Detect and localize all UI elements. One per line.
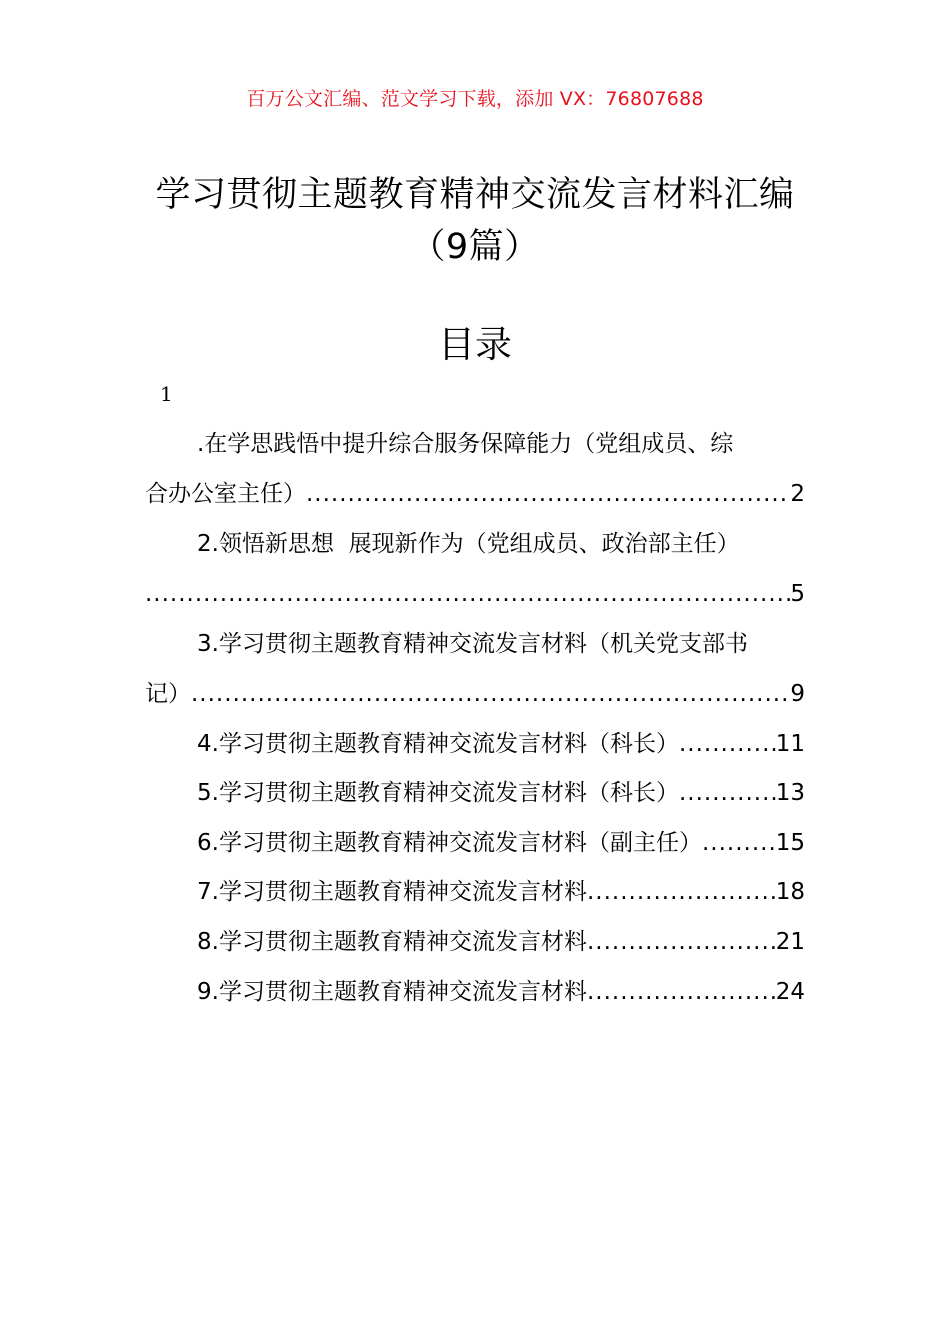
toc-leader-dots: [679, 727, 776, 761]
toc-entry-6[interactable]: [145, 826, 805, 860]
toc-leader-dots: [191, 677, 790, 711]
toc-page-number: 18: [775, 879, 805, 905]
toc-entry-7[interactable]: [145, 875, 805, 909]
toc-entry-2-line-2[interactable]: [145, 577, 805, 611]
toc-page-number: 2: [790, 481, 805, 507]
toc-page-number: 11: [775, 731, 805, 757]
toc-page-number: 21: [775, 929, 805, 955]
toc-page-number: 13: [775, 780, 805, 806]
toc-entry-text: 9.学习贯彻主题教育精神交流发言材料: [197, 979, 587, 1005]
toc-leader-dots: [702, 826, 776, 860]
toc-entry-text: 合办公室主任）: [145, 481, 306, 507]
page-marker: 1: [160, 382, 173, 406]
toc-entry-3-line-2[interactable]: [145, 677, 805, 711]
document-title-line-2: （9篇）: [410, 227, 540, 267]
toc-leader-dots: [679, 776, 776, 810]
toc-page-number: 24: [775, 979, 805, 1005]
toc-entry-1-line-1[interactable]: [145, 427, 805, 461]
toc-entry-text: 8.学习贯彻主题教育精神交流发言材料: [197, 929, 587, 955]
toc-leader-dots: [587, 975, 776, 1009]
toc-leader-dots: [306, 477, 790, 511]
toc-entry-2-line-1[interactable]: [145, 527, 805, 561]
toc-entry-text: 5.学习贯彻主题教育精神交流发言材料（科长）: [197, 780, 679, 806]
toc-entry-4[interactable]: [145, 727, 805, 761]
toc-page-number: 5: [790, 581, 805, 607]
toc-entry-9[interactable]: [145, 975, 805, 1009]
toc-entry-text: 3.学习贯彻主题教育精神交流发言材料（机关党支部书: [197, 631, 748, 657]
toc-leader-dots: [145, 577, 790, 611]
toc-entry-text: 7.学习贯彻主题教育精神交流发言材料: [197, 879, 587, 905]
toc-page-number: 9: [790, 681, 805, 707]
toc-entry-text: 4.学习贯彻主题教育精神交流发言材料（科长）: [197, 731, 679, 757]
toc-entry-text: 2.领悟新思想 展现新作为（党组成员、政治部主任）: [197, 531, 740, 557]
toc-entry-5[interactable]: [145, 776, 805, 810]
toc-leader-dots: [587, 925, 776, 959]
toc-heading: 目录: [438, 323, 512, 366]
toc-entry-8[interactable]: [145, 925, 805, 959]
toc-page-number: 15: [775, 830, 805, 856]
header-note: 百万公文汇编、范文学习下载，添加 VX：76807688: [246, 88, 704, 110]
toc-entry-3-line-1[interactable]: [145, 627, 805, 661]
toc-leader-dots: [587, 875, 776, 909]
toc-entry-1-line-2[interactable]: [145, 477, 805, 511]
toc-entry-text: 记）: [145, 681, 191, 707]
toc-entry-text: 6.学习贯彻主题教育精神交流发言材料（副主任）: [197, 830, 702, 856]
toc-entry-text: .在学思践悟中提升综合服务保障能力（党组成员、综: [197, 431, 734, 457]
document-title-line-1: 学习贯彻主题教育精神交流发言材料汇编: [155, 175, 795, 215]
